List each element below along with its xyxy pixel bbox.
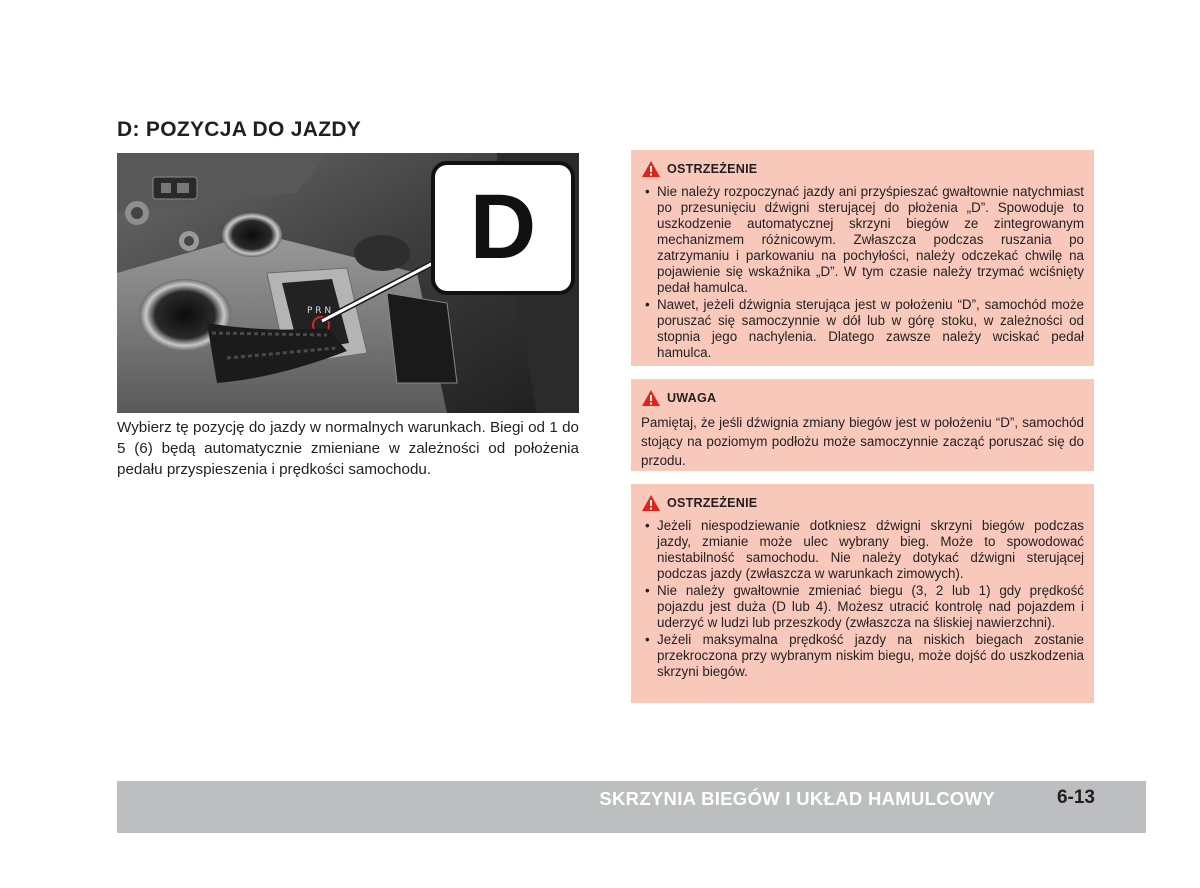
notice-header bbox=[641, 494, 1084, 512]
page-footer bbox=[117, 781, 1146, 833]
notice-title: OSTRZEŻENIE bbox=[667, 496, 758, 510]
warning-triangle-icon bbox=[641, 389, 661, 407]
notice-text: Pamiętaj, że jeśli dźwignia zmiany biegów jest w położeniu “D”, samochód stojący na poziomym podłożu może samoczynnie zacząć poruszać się do przodu. bbox=[641, 415, 1084, 468]
warning-triangle-icon bbox=[641, 160, 661, 178]
list-item: • Nie należy rozpoczynać jazdy ani przyśpieszać gwałtownie natychmiast po przesunięciu dźwigni sterującej do płożenia „D”. Spowoduje to uszkodzenie automatycznej skrzyni biegów ze zintegrowanym mechanizmem różnicowym. Zwłaszcza podczas ruszania po zatrzymaniu i parkowaniu na pochyłości, należy odczekać chwilę na pojawienie się wskaźnika „D”. W tym czasie należy trzymać wciśnięty pedał hamulca. bbox=[641, 184, 1084, 296]
notice-title: UWAGA bbox=[667, 391, 717, 405]
page-title: D: POZYCJA DO JAZDY bbox=[117, 118, 362, 141]
svg-text:P R N: P R N bbox=[307, 306, 332, 316]
gear-shifter-photo bbox=[117, 153, 579, 413]
caution-notice bbox=[631, 379, 1094, 471]
notice-header bbox=[641, 160, 1084, 178]
chapter-title: SKRZYNIA BIEGÓW I UKŁAD HAMULCOWY bbox=[599, 788, 995, 809]
body-paragraph: Wybierz tę pozycję do jazdy w normalnych warunkach. Biegi od 1 do 5 (6) będą automatycznie zmieniane w zależności od położenia pedału przyspieszenia i prędkości samochodu. bbox=[117, 419, 579, 478]
notice-title: OSTRZEŻENIE bbox=[667, 162, 758, 176]
notice-list bbox=[641, 184, 1084, 361]
list-item: • Jeżeli maksymalna prędkość jazdy na niskich biegach zostanie przekroczona przy wybranym niskim biegu, może dojść do uszkodzenia skrzyni biegów. bbox=[641, 632, 1084, 680]
page-number: 6-13 bbox=[1056, 787, 1095, 808]
warning-triangle-icon bbox=[641, 494, 661, 512]
notice-list bbox=[641, 518, 1084, 680]
warning-notice-2 bbox=[631, 484, 1094, 703]
list-item: • Nawet, jeżeli dźwignia sterująca jest w położeniu “D”, samochód może poruszać się samoczynnie w dół lub w górę stoku, w zależności od stopnia jego nachylenia. Dlatego zawsze należy wciskać pedał hamulca. bbox=[641, 297, 1084, 361]
callout-letter: D bbox=[469, 176, 537, 278]
list-item: • Jeżeli niespodziewanie dotkniesz dźwigni skrzyni biegów podczas jazdy, zmianie może ulec wybrany bieg. Może to spowodować niestabilność samochodu. Nie należy dotykać dźwigni sterującej podczas jazdy (zwłaszcza w warunkach zimowych). bbox=[641, 518, 1084, 582]
warning-notice-1 bbox=[631, 150, 1094, 366]
list-item: • Nie należy gwałtownie zmieniać biegu (3, 2 lub 1) gdy prędkość pojazdu jest duża (D lub 4). Możesz utracić kontrolę nad pojazdem i uderzyć w ludzi lub przeszkody (zwłaszcza na śliskiej nawierzchni). bbox=[641, 583, 1084, 631]
notice-header bbox=[641, 389, 1084, 407]
